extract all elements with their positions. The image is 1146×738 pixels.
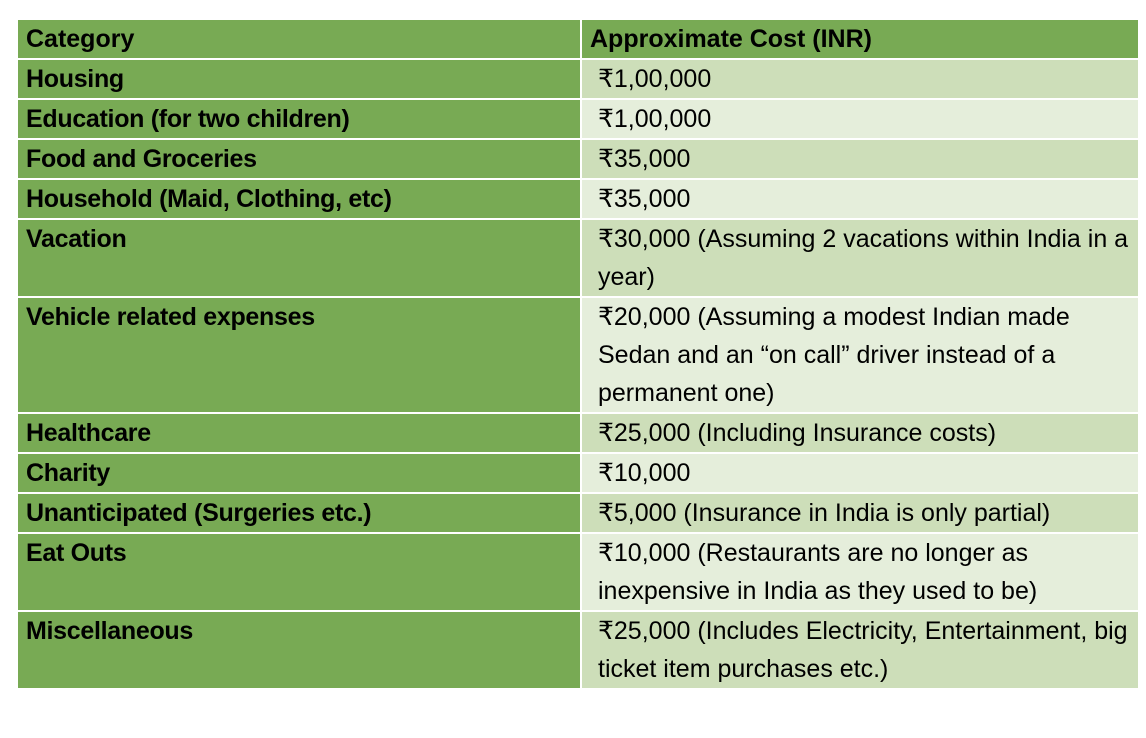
category-cell: Eat Outs [17, 533, 581, 611]
table-row-housing [17, 59, 1139, 99]
table-row-healthcare [17, 413, 1139, 453]
cost-cell: ₹1,00,000 [581, 99, 1139, 139]
category-cell: Vehicle related expenses [17, 297, 581, 413]
cost-cell: ₹30,000 (Assuming 2 vacations within India in a year) [581, 219, 1139, 297]
header-category: Category [17, 19, 581, 59]
table-row-food [17, 139, 1139, 179]
category-cell: Food and Groceries [17, 139, 581, 179]
header-row [17, 19, 1139, 59]
category-cell: Household (Maid, Clothing, etc) [17, 179, 581, 219]
cost-cell: ₹1,00,000 [581, 59, 1139, 99]
expense-table [16, 18, 1140, 690]
table-row-vacation [17, 219, 1139, 297]
category-cell: Education (for two children) [17, 99, 581, 139]
category-cell: Unanticipated (Surgeries etc.) [17, 493, 581, 533]
cost-cell: ₹25,000 (Including Insurance costs) [581, 413, 1139, 453]
table-row-charity [17, 453, 1139, 493]
table-row-household [17, 179, 1139, 219]
table-row-vehicle [17, 297, 1139, 413]
cost-cell: ₹5,000 (Insurance in India is only partial) [581, 493, 1139, 533]
header-approximate-cost: Approximate Cost (INR) [581, 19, 1139, 59]
cost-cell: ₹10,000 [581, 453, 1139, 493]
table-row-unanticipated [17, 493, 1139, 533]
category-cell: Charity [17, 453, 581, 493]
category-cell: Healthcare [17, 413, 581, 453]
table-row-miscellaneous [17, 611, 1139, 689]
table-row-education [17, 99, 1139, 139]
cost-cell: ₹25,000 (Includes Electricity, Entertainment, big ticket item purchases etc.) [581, 611, 1139, 689]
cost-cell: ₹20,000 (Assuming a modest Indian made Sedan and an “on call” driver instead of a permanent one) [581, 297, 1139, 413]
cost-cell: ₹10,000 (Restaurants are no longer as inexpensive in India as they used to be) [581, 533, 1139, 611]
category-cell: Miscellaneous [17, 611, 581, 689]
table-row-eat-outs [17, 533, 1139, 611]
cost-cell: ₹35,000 [581, 139, 1139, 179]
category-cell: Vacation [17, 219, 581, 297]
cost-cell: ₹35,000 [581, 179, 1139, 219]
category-cell: Housing [17, 59, 581, 99]
